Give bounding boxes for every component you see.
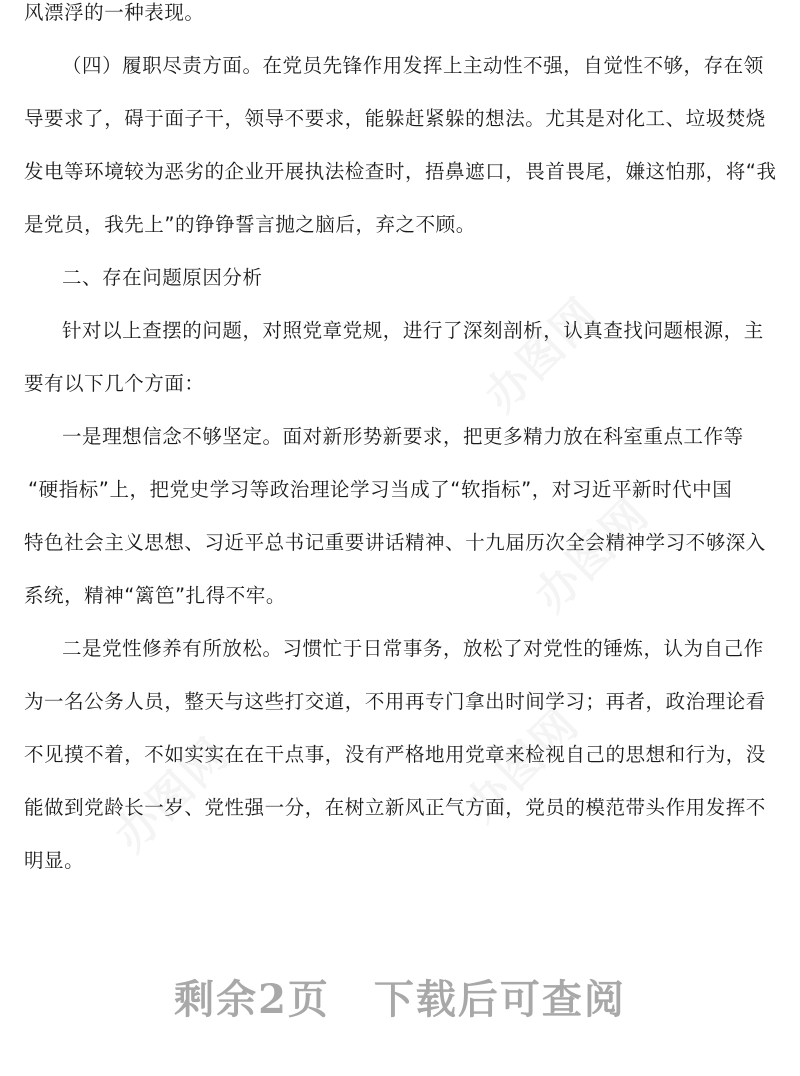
paragraph-line: 特色社会主义思想、习近平总书记重要讲话精神、十九届历次全会精神学习不够深入 [24,531,766,554]
paragraph-line: 发电等环境较为恶劣的企业开展执法检查时，捂鼻遮口，畏首畏尾，嫌这怕那，将“我 [24,160,777,183]
paragraph-line: 一是理想信念不够坚定。面对新形势新要求，把更多精力放在科室重点工作等 [62,425,744,448]
paragraph-line: （四）履职尽责方面。在党员先锋作用发挥上主动性不强，自觉性不够，存在领 [62,54,764,77]
watermark-logo: 办图网 [525,488,660,623]
paragraph-line: 不见摸不着，不如实实在在干点事，没有严格地用党章来检视自己的思想和行为，没 [24,743,766,766]
remaining-pages-label: 剩余2页 [174,976,330,1023]
watermark-logo: 办图网 [105,728,240,863]
paragraph-line: 系统，精神“篱笆”扎得不牢。 [24,584,286,607]
paragraph-line: 导要求了，碍于面子干，领导不要求，能躲赶紧躲的想法。尤其是对化工、垃圾焚烧 [24,107,766,130]
paragraph-line: 是党员，我先上”的铮铮誓言抛之脑后，弃之不顾。 [24,213,476,236]
watermark-logo: 办图网 [455,698,590,833]
paragraph-line: 风漂浮的一种表现。 [24,1,205,24]
paragraph-line: “硬指标”上，把党史学习等政治理论学习当成了“软指标”，对习近平新时代中国 [28,478,733,501]
paragraph-line: 能做到党龄长一岁、党性强一分，在树立新风正气方面，党员的模范带头作用发挥不 [24,796,766,819]
paragraph-line: 二是党性修养有所放松。习惯忙于日常事务，放松了对党性的锤炼，认为自己作 [62,637,764,660]
download-prompt-label[interactable]: 下载后可查阅 [373,976,626,1023]
paragraph-line: 要有以下几个方面： [24,372,205,395]
download-banner[interactable] [0,972,800,1028]
section-heading: 二、存在问题原因分析 [62,266,263,289]
paragraph-line: 明显。 [24,849,85,872]
paragraph-line: 针对以上查摆的问题，对照党章党规，进行了深刻剖析，认真查找问题根源，主 [62,319,764,342]
paragraph-line: 为一名公务人员，整天与这些打交道，不用再专门拿出时间学习；再者，政治理论看 [24,690,766,713]
watermark-logo: 办图网 [475,288,610,423]
